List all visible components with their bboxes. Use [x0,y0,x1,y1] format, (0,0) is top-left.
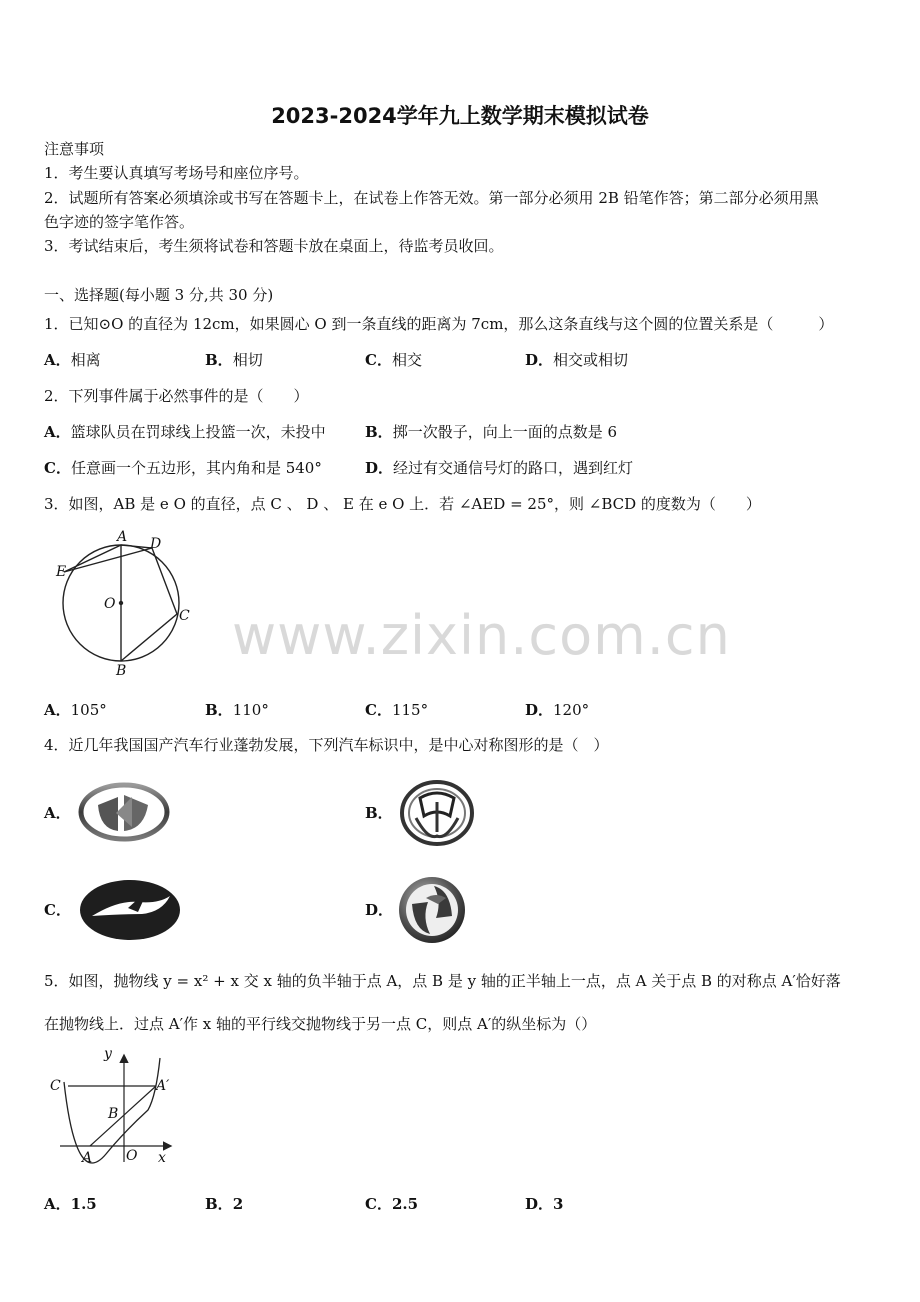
question-5-stem-line1: 5．如图，抛物线 y = x² + x 交 x 轴的负半轴于点 A，点 B 是 y 轴的正半轴上一点，点 A 关于点 B 的对称点 A′恰好落 [44,972,841,990]
option-text: 掷一次骰子，向上一面的点数是 6 [392,423,618,441]
q3-option-d[interactable] [525,700,589,720]
option-text: 105° [70,701,107,719]
q1-option-c[interactable] [365,350,422,370]
q1-option-d[interactable] [525,350,628,370]
notice-heading: 注意事项 [44,140,105,158]
q2-option-a[interactable] [44,422,326,442]
q3-option-c[interactable] [365,700,428,720]
option-letter: C． [44,901,71,919]
q4-option-a-label[interactable] [44,803,71,823]
option-text: 3 [553,1195,564,1213]
question-5-stem-line2: 在抛物线上．过点 A′作 x 轴的平行线交抛物线于另一点 C，则点 A′的纵坐标为（） [44,1015,597,1033]
option-letter: D． [525,1195,554,1213]
label-x: x [158,1150,166,1166]
notice-item: 2．试题所有答案必须填涂或书写在答题卡上，在试卷上作答无效。第一部分必须用 2B 铅笔作答；第二部分必须用黑 [44,189,819,207]
option-text: 2.5 [391,1195,419,1213]
q2-option-b[interactable] [365,422,617,442]
label-c: C [50,1078,61,1094]
center-point [119,601,123,605]
label-d: D [150,536,162,552]
q5-option-d[interactable] [525,1194,563,1214]
q4-option-c-label[interactable] [44,900,71,920]
q1-option-a[interactable] [44,350,101,370]
label-a-prime: A′ [156,1078,170,1094]
question-1-stem: 1．已知⊙O 的直径为 12cm，如果圆心 O 到一条直线的距离为 7cm，那么这条直线与这个圆的位置关系是（ ） [44,315,834,333]
label-o: O [126,1148,138,1164]
option-text: 篮球队员在罚球线上投篮一次，未投中 [70,423,326,441]
label-b: B [108,1106,119,1122]
question-2-stem: 2．下列事件属于必然事件的是（ ） [44,387,309,405]
q5-option-b[interactable] [205,1194,243,1214]
option-text: 2 [232,1195,244,1213]
option-text: 任意画一个五边形，其内角和是 540° [70,459,322,477]
logo-c-icon[interactable] [78,878,182,942]
option-text: 相交或相切 [553,351,629,369]
option-text: 115° [391,701,429,719]
logo-d-icon[interactable] [396,874,468,946]
q3-option-a[interactable] [44,700,107,720]
label-e: E [56,564,67,580]
q2-option-c[interactable] [44,458,322,478]
logo-b-icon[interactable] [398,778,476,848]
label-o: O [104,596,116,612]
option-text: 1.5 [70,1195,97,1213]
logo-a-icon[interactable] [78,783,170,841]
option-letter: A． [44,701,71,719]
option-text: 相切 [232,351,263,369]
option-letter: A． [44,423,71,441]
q1-option-b[interactable] [205,350,263,370]
option-text: 相离 [70,351,101,369]
option-text: 相交 [391,351,422,369]
option-letter: D． [525,701,554,719]
option-letter: B． [205,351,233,369]
option-text: 经过有交通信号灯的路口，遇到红灯 [393,459,634,477]
notice-item: 色字迹的签字笔作答。 [44,213,195,231]
watermark: www.zixin.com.cn [232,604,731,667]
question-4-stem: 4．近几年我国国产汽车行业蓬勃发展，下列汽车标识中，是中心对称图形的是（ ） [44,736,609,754]
q5-option-a[interactable] [44,1194,97,1214]
option-letter: B． [365,804,393,822]
option-letter: C． [365,1195,392,1213]
q4-option-d-label[interactable] [365,900,393,920]
option-letter: B． [365,423,393,441]
q5-option-c[interactable] [365,1194,418,1214]
notice-item: 1．考生要认真填写考场号和座位序号。 [44,164,309,182]
option-letter: D． [365,459,394,477]
label-a: A [117,529,128,545]
q3-option-b[interactable] [205,700,269,720]
label-c: C [179,608,190,624]
option-letter: D． [365,901,394,919]
option-letter: B． [205,701,233,719]
option-letter: B． [205,1195,233,1213]
page-title: 2023-2024学年九上数学期末模拟试卷 [271,104,649,128]
label-y: y [104,1046,112,1062]
option-letter: C． [365,701,392,719]
q2-option-d[interactable] [365,458,633,478]
q4-option-b-label[interactable] [365,803,393,823]
option-text: 110° [232,701,269,719]
option-letter: D． [525,351,554,369]
option-letter: C． [44,459,71,477]
option-letter: C． [365,351,392,369]
option-text: 120° [553,701,590,719]
section-heading: 一、选择题(每小题 3 分,共 30 分) [44,286,274,304]
label-a: A [82,1150,93,1166]
parabola-figure [48,1046,178,1168]
segment-aa [90,1086,156,1146]
option-letter: A． [44,1195,71,1213]
notice-item: 3．考试结束后，考生须将试卷和答题卡放在桌面上，待监考员收回。 [44,237,504,255]
question-3-stem: 3．如图，AB 是 e O 的直径，点 C 、 D 、 E 在 e O 上．若 ∠AED = 25°，则 ∠BCD 的度数为（ ） [44,495,761,513]
option-letter: A． [44,351,71,369]
label-b: B [116,663,127,679]
circle-figure [50,528,200,680]
option-letter: A． [44,804,71,822]
